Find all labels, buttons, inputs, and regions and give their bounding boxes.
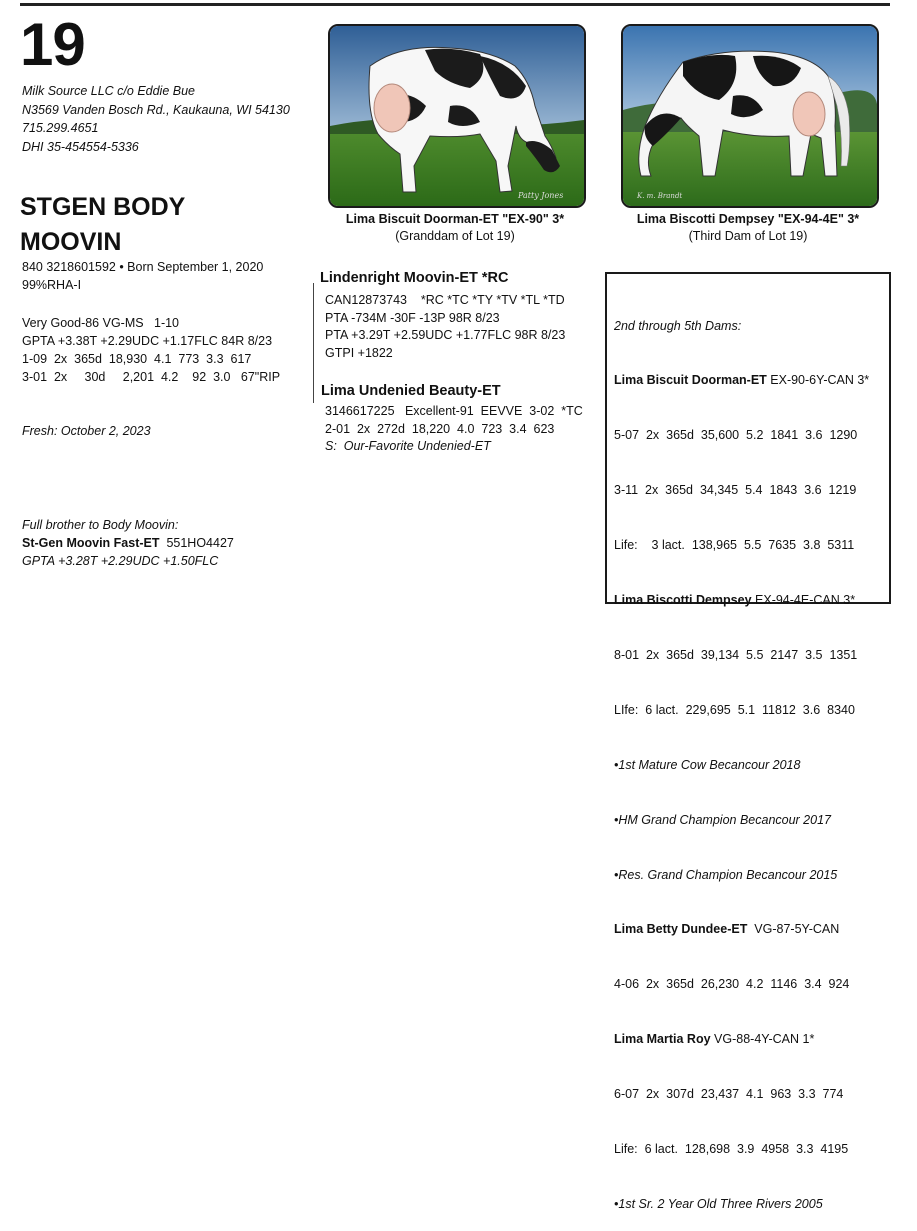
sire-id-line: CAN12873743 *RC *TC *TY *TV *TL *TD (325, 293, 565, 307)
consignor-address: N3569 Vanden Bosch Rd., Kaukauna, WI 54130 (22, 102, 290, 117)
sire-gtpi: GTPI +1822 (325, 345, 393, 360)
dam3-name: Lima Biscotti Dempsey (614, 593, 752, 608)
dam5-record-1: 6-07 2x 307d 23,437 4.1 963 3.3 774 (614, 1087, 844, 1102)
granddam-photo (328, 24, 586, 208)
dam-id-line: 3146617225 Excellent-91 EEVVE 3-02 *TC (325, 404, 583, 418)
third-dam-caption-name: Lima Biscotti Dempsey "EX-94-4E" 3* (636, 212, 860, 226)
cow-name (20, 190, 240, 260)
dam4-class: VG-87-5Y-CAN (747, 922, 840, 937)
granddam-caption (318, 211, 592, 245)
dam2-lifetime: Life: 3 lact. 138,965 5.5 7635 3.8 5311 (614, 538, 855, 553)
dam2-record-2: 3-11 2x 365d 34,345 5.4 1843 3.6 1219 (614, 483, 857, 498)
lot-number: 19 (20, 11, 85, 78)
top-rule (20, 3, 890, 6)
consignor-name: Milk Source LLC c/o Eddie Bue (22, 84, 196, 98)
full-brother-intro: Full brother to Body Moovin: (22, 518, 179, 532)
third-dam-photo (621, 24, 879, 208)
dam4-name: Lima Betty Dundee-ET (614, 922, 748, 937)
cow-name-line2: MOOVIN (20, 228, 122, 256)
dam3-note-3: •Res. Grand Champion Becancour 2015 (614, 867, 838, 882)
fresh-date: Fresh: October 2, 2023 (22, 424, 151, 438)
dam-data (325, 403, 583, 456)
full-brother-name: St-Gen Moovin Fast-ET (22, 536, 160, 550)
full-brother-gpta: GPTA +3.28T +2.29UDC +1.50FLC (22, 554, 219, 568)
full-brother-line (22, 534, 234, 552)
dam-sire: S: Our-Favorite Undenied-ET (325, 439, 491, 453)
third-dam-caption-relation: (Third Dam of Lot 19) (688, 229, 808, 243)
dam3-heading (614, 591, 869, 609)
dam5-class: VG-88-4Y-CAN 1* (710, 1032, 815, 1047)
cow-record-2: 3-01 2x 30d 2,201 4.2 92 3.0 67"RIP (22, 370, 281, 384)
sire-name: Lindenright Moovin-ET *RC (320, 270, 509, 286)
cow-record-block (22, 314, 280, 386)
dam5-note-1: •1st Sr. 2 Year Old Three Rivers 2005 (614, 1196, 823, 1211)
consignor-phone: 715.299.4651 (22, 121, 99, 135)
dams-box-content (614, 280, 869, 1231)
photo2-signature: K. m. Brandt (637, 192, 683, 200)
dam5-name: Lima Martia Roy (614, 1032, 711, 1047)
cow-classification: Very Good-86 VG-MS 1-10 (22, 316, 180, 330)
cow-id-block (22, 259, 263, 294)
sire-pta-type: PTA +3.29T +2.59UDC +1.77FLC 98R 8/23 (325, 328, 566, 342)
cow-rha: 99%RHA-I (22, 277, 82, 292)
dam2-heading (614, 371, 869, 389)
dam3-note-2: •HM Grand Champion Becancour 2017 (614, 812, 831, 827)
dam3-note-1: •1st Mature Cow Becancour 2018 (614, 757, 801, 772)
pedigree-bracket (313, 283, 314, 403)
cow-gpta: GPTA +3.38T +2.29UDC +1.17FLC 84R 8/23 (22, 334, 273, 348)
granddam-caption-relation: (Granddam of Lot 19) (395, 229, 515, 243)
dam5-lifetime: Life: 6 lact. 128,698 3.9 4958 3.3 4195 (614, 1141, 849, 1156)
dam2-name: Lima Biscuit Doorman-ET (614, 373, 767, 388)
dam-name: Lima Undenied Beauty-ET (321, 383, 501, 399)
consignor-block (22, 82, 290, 156)
cow-record-1: 1-09 2x 365d 18,930 4.1 773 3.3 617 (22, 352, 252, 366)
sire-pta-production: PTA -734M -30F -13P 98R 8/23 (325, 310, 500, 325)
photo1-signature: Patty Jones (518, 191, 564, 200)
cow-id-birth: 840 3218601592 • Born September 1, 2020 (22, 260, 264, 274)
dam4-record-1: 4-06 2x 365d 26,230 4.2 1146 3.4 924 (614, 977, 850, 992)
dam2-class: EX-90-6Y-CAN 3* (766, 373, 870, 388)
dam3-record-1: 8-01 2x 365d 39,134 5.5 2147 3.5 1351 (614, 647, 858, 662)
dam2-record-1: 5-07 2x 365d 35,600 5.2 1841 3.6 1290 (614, 428, 858, 443)
third-dam-cow-image (623, 26, 877, 206)
full-brother-block (22, 516, 234, 570)
dam5-heading (614, 1030, 869, 1048)
third-dam-caption (606, 211, 890, 245)
dam3-lifetime: LIfe: 6 lact. 229,695 5.1 11812 3.6 8340 (614, 702, 855, 717)
consignor-dhi: DHI 35-454554-5336 (22, 139, 139, 154)
dam3-class: EX-94-4E-CAN 3* (751, 593, 856, 608)
dam-record: 2-01 2x 272d 18,220 4.0 723 3.4 623 (325, 421, 555, 436)
full-brother-code: 551HO4427 (159, 536, 234, 550)
dam4-heading (614, 920, 869, 938)
sire-data (325, 292, 565, 362)
granddam-cow-image (330, 26, 584, 206)
dams-box-header: 2nd through 5th Dams: (614, 318, 742, 333)
cow-name-line1: STGEN BODY (20, 193, 186, 221)
granddam-caption-name: Lima Biscuit Doorman-ET "EX-90" 3* (345, 212, 565, 226)
